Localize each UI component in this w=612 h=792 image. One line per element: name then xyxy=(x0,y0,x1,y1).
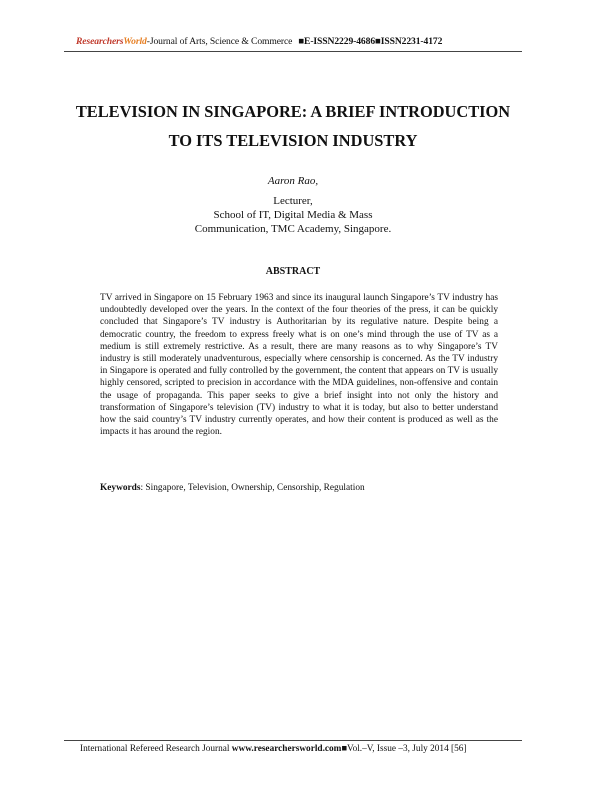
affiliation-line: School of IT, Digital Media & Mass xyxy=(213,209,373,221)
affiliation-line: Communication, TMC Academy, Singapore. xyxy=(194,223,392,235)
paper-title xyxy=(64,97,522,155)
title-line-1: TELEVISION IN SINGAPORE: A BRIEF INTRODUCTION xyxy=(75,102,511,121)
author-affiliation xyxy=(64,194,522,236)
running-footer xyxy=(80,744,520,754)
keywords xyxy=(100,483,498,493)
journal-name: -Journal of Arts, Science & Commerce xyxy=(146,36,293,47)
keywords-list: : Singapore, Television, Ownership, Censorship, Regulation xyxy=(140,483,365,493)
header-rule xyxy=(64,51,522,52)
affiliation-line: Lecturer, xyxy=(273,195,313,207)
title-line-2: TO ITS TELEVISION INDUSTRY xyxy=(168,131,418,150)
running-header xyxy=(76,36,522,47)
journal-brand-part2: World xyxy=(123,36,147,47)
keywords-label: Keywords xyxy=(100,483,141,493)
footer-url[interactable]: www.researchersworld.com xyxy=(231,744,342,754)
footer-journal: International Refereed Research Journal xyxy=(80,744,232,754)
author-name: Aaron Rao, xyxy=(267,175,319,187)
journal-brand-part1: Researchers xyxy=(76,36,124,47)
abstract-body: TV arrived in Singapore on 15 February 1963 and since its inaugural launch Singapore’s TV industry has undoubtedly developed over the years. In the context of the four theories of the press, it can be quickly concluded that Singapore’s TV industry is Authoritarian by its regulative nature. Despite being a democratic country, the freedom to express freely what is on one’s mind through the use of TV as a medium is still extremely restrictive. As a result, there are many reasons as to why Singapore’s TV industry is still moderately unadventurous, especially where censorship is concerned. As the TV industry in Singapore is operated and fully controlled by the government, the content that appears on TV is usually highly censored, scripted to precision in accordance with the MDA guidelines, non-offensive and contain the usage of propaganda. This paper seeks to give a brief insight into not only the history and transformation of Singapore’s television (TV) industry to what it is today, but also to better understand how the said country’s TV industry currently operates, and how their content is produced as well as the impacts it has around the region. xyxy=(100,293,498,438)
footer-issue: ■Vol.–V, Issue –3, July 2014 [56] xyxy=(341,744,467,754)
journal-issn: ■E-ISSN2229-4686■ISSN2231-4172 xyxy=(298,36,443,47)
footer-rule xyxy=(64,740,522,741)
abstract-heading: ABSTRACT xyxy=(265,266,321,277)
